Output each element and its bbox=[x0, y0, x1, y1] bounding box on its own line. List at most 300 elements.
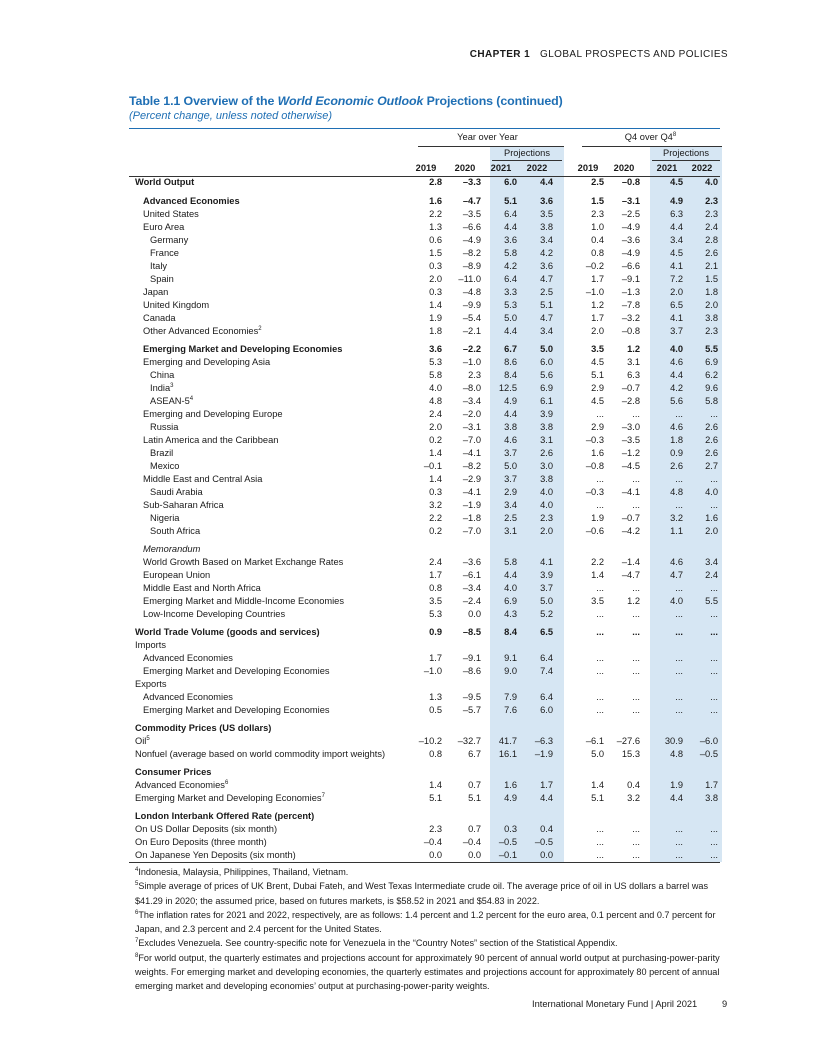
cell-value: 6.5 bbox=[540, 627, 553, 637]
cell-value: 1.7 bbox=[540, 780, 553, 790]
cell-value: ... bbox=[675, 627, 683, 637]
cell-value: 2.3 bbox=[468, 370, 481, 380]
cell-value: 3.2 bbox=[670, 513, 683, 523]
table-row bbox=[129, 824, 720, 837]
table-row bbox=[129, 461, 720, 474]
cell-value: 2.9 bbox=[591, 383, 604, 393]
cell-value: ... bbox=[596, 692, 604, 702]
cell-value: 2.3 bbox=[705, 209, 718, 219]
cell-value: –27.6 bbox=[616, 736, 640, 746]
cell-value: ... bbox=[710, 409, 718, 419]
cell-value: 3.6 bbox=[540, 196, 553, 206]
cell-value: 2.0 bbox=[429, 274, 442, 284]
cell-value: 1.3 bbox=[429, 692, 442, 702]
cell-value: 6.1 bbox=[540, 396, 553, 406]
cell-value: 6.0 bbox=[504, 177, 517, 187]
cell-value: 1.6 bbox=[705, 513, 718, 523]
cell-value: ... bbox=[632, 850, 640, 860]
footnote: $^8$For world output, the quarterly estimates and projections account for approximately 90 percent of annual world output at purchasing-power-parity weights. For emerging market and developing economies, the quarterly estimates and projections account for approximately 80 percent of annual emerging market and developing economies’ output at purchasing-power-parity weights. bbox=[135, 952, 720, 992]
cell-value: 6.7 bbox=[504, 344, 517, 354]
cell-value: 3.4 bbox=[504, 500, 517, 510]
cell-value: –32.7 bbox=[457, 736, 481, 746]
cell-value: 3.8 bbox=[540, 422, 553, 432]
cell-value: 7.2 bbox=[670, 274, 683, 284]
cell-value: –7.0 bbox=[462, 526, 481, 536]
cell-value: –9.9 bbox=[462, 300, 481, 310]
cell-value: 2.6 bbox=[540, 448, 553, 458]
table-row bbox=[129, 705, 720, 718]
table-row bbox=[129, 300, 720, 313]
cell-value: 4.7 bbox=[540, 313, 553, 323]
cell-value: 1.1 bbox=[670, 526, 683, 536]
cell-value: ... bbox=[710, 627, 718, 637]
row-label: Nigeria bbox=[150, 513, 180, 523]
cell-value: 1.4 bbox=[429, 300, 442, 310]
cell-value: 0.0 bbox=[468, 609, 481, 619]
cell-value: ... bbox=[675, 705, 683, 715]
cell-value: 1.4 bbox=[429, 780, 442, 790]
cell-value: –0.4 bbox=[423, 837, 442, 847]
table-row bbox=[129, 370, 720, 383]
table-row bbox=[129, 474, 720, 487]
cell-value: 6.9 bbox=[540, 383, 553, 393]
cell-value: 8.4 bbox=[504, 627, 517, 637]
cell-value: 2.3 bbox=[705, 196, 718, 206]
top-rule bbox=[129, 128, 720, 129]
cell-value: 3.5 bbox=[591, 344, 604, 354]
cell-value: 6.9 bbox=[705, 357, 718, 367]
row-label: Imports bbox=[135, 640, 166, 650]
cell-value: –0.8 bbox=[621, 177, 640, 187]
cell-value: ... bbox=[710, 609, 718, 619]
title-italic: World Economic Outlook bbox=[277, 94, 424, 108]
cell-value: 1.4 bbox=[591, 570, 604, 580]
cell-value: 1.7 bbox=[591, 274, 604, 284]
cell-value: ... bbox=[675, 837, 683, 847]
cell-value: 2.3 bbox=[591, 209, 604, 219]
cell-value: 5.1 bbox=[540, 300, 553, 310]
cell-value: 5.0 bbox=[540, 596, 553, 606]
cell-value: 3.8 bbox=[705, 793, 718, 803]
row-label: India$^3$ bbox=[150, 383, 174, 393]
cell-value: –9.1 bbox=[462, 653, 481, 663]
cell-value: 3.6 bbox=[540, 261, 553, 271]
table-row bbox=[129, 409, 720, 422]
cell-value: 2.4 bbox=[429, 557, 442, 567]
projections-rule-q4 bbox=[652, 160, 720, 161]
cell-value: –6.6 bbox=[621, 261, 640, 271]
cell-value: 4.4 bbox=[670, 370, 683, 380]
table-row bbox=[129, 837, 720, 850]
table-row bbox=[129, 435, 720, 448]
cell-value: ... bbox=[675, 850, 683, 860]
cell-value: 3.5 bbox=[540, 209, 553, 219]
cell-value: 3.4 bbox=[670, 235, 683, 245]
row-label: Emerging and Developing Europe bbox=[143, 409, 283, 419]
cell-value: 41.7 bbox=[498, 736, 517, 746]
table-row bbox=[129, 692, 720, 705]
year-header: 2022 bbox=[691, 163, 713, 173]
row-label: European Union bbox=[143, 570, 211, 580]
cell-value: 4.4 bbox=[670, 793, 683, 803]
cell-value: –4.8 bbox=[462, 287, 481, 297]
cell-value: 4.9 bbox=[670, 196, 683, 206]
cell-value: 4.0 bbox=[670, 344, 683, 354]
cell-value: 2.4 bbox=[429, 409, 442, 419]
cell-value: 5.8 bbox=[429, 370, 442, 380]
cell-value: 1.7 bbox=[591, 313, 604, 323]
row-label: Memorandum bbox=[143, 544, 201, 554]
cell-value: 3.1 bbox=[540, 435, 553, 445]
row-label: Saudi Arabia bbox=[150, 487, 203, 497]
cell-value: 3.4 bbox=[540, 235, 553, 245]
cell-value: –4.9 bbox=[621, 248, 640, 258]
cell-value: –3.6 bbox=[462, 557, 481, 567]
cell-value: 0.9 bbox=[429, 627, 442, 637]
cell-value: –3.0 bbox=[621, 422, 640, 432]
projections-label-q4: Projections bbox=[663, 148, 709, 158]
row-label: Latin America and the Caribbean bbox=[143, 435, 279, 445]
table-row bbox=[129, 235, 720, 248]
cell-value: 0.7 bbox=[468, 780, 481, 790]
cell-value: –0.5 bbox=[699, 749, 718, 759]
cell-value: 4.8 bbox=[670, 487, 683, 497]
row-label: Russia bbox=[150, 422, 179, 432]
cell-value: –9.5 bbox=[462, 692, 481, 702]
cell-value: 3.1 bbox=[627, 357, 640, 367]
row-label: Germany bbox=[150, 235, 189, 245]
cell-value: 1.9 bbox=[429, 313, 442, 323]
cell-value: 2.6 bbox=[705, 448, 718, 458]
table-row bbox=[129, 793, 720, 806]
cell-value: 4.1 bbox=[670, 313, 683, 323]
table-row bbox=[129, 209, 720, 222]
row-label: United Kingdom bbox=[143, 300, 210, 310]
table-row bbox=[129, 627, 720, 640]
table-row bbox=[129, 487, 720, 500]
cell-value: ... bbox=[632, 500, 640, 510]
cell-value: ... bbox=[710, 653, 718, 663]
cell-value: 3.4 bbox=[705, 557, 718, 567]
cell-value: –2.4 bbox=[462, 596, 481, 606]
cell-value: 1.9 bbox=[591, 513, 604, 523]
year-header: 2020 bbox=[454, 163, 476, 173]
cell-value: 0.0 bbox=[429, 850, 442, 860]
cell-value: –8.5 bbox=[462, 627, 481, 637]
cell-value: –6.3 bbox=[534, 736, 553, 746]
cell-value: ... bbox=[710, 474, 718, 484]
cell-value: 4.4 bbox=[504, 570, 517, 580]
cell-value: ... bbox=[675, 653, 683, 663]
row-label: Advanced Economies bbox=[143, 653, 233, 663]
cell-value: ... bbox=[710, 705, 718, 715]
cell-value: 4.0 bbox=[705, 177, 718, 187]
cell-value: 4.3 bbox=[504, 609, 517, 619]
cell-value: 5.8 bbox=[504, 248, 517, 258]
row-label: Emerging and Developing Asia bbox=[143, 357, 271, 367]
year-header: 2019 bbox=[577, 163, 599, 173]
cell-value: ... bbox=[596, 583, 604, 593]
cell-value: 0.8 bbox=[429, 749, 442, 759]
cell-value: 5.6 bbox=[540, 370, 553, 380]
cell-value: 2.6 bbox=[670, 461, 683, 471]
cell-value: 0.3 bbox=[429, 487, 442, 497]
cell-value: –4.7 bbox=[462, 196, 481, 206]
cell-value: ... bbox=[596, 409, 604, 419]
table-row bbox=[129, 583, 720, 596]
row-label: Nonfuel (average based on world commodity import weights) bbox=[135, 749, 386, 759]
row-label: Emerging Market and Developing Economies$^7$ bbox=[135, 793, 325, 803]
cell-value: 0.3 bbox=[429, 261, 442, 271]
row-label: Emerging Market and Middle-Income Economies bbox=[143, 596, 345, 606]
cell-value: ... bbox=[632, 609, 640, 619]
cell-value: 4.4 bbox=[540, 793, 553, 803]
row-label: Advanced Economies$^6$ bbox=[135, 780, 229, 790]
cell-value: 3.8 bbox=[705, 313, 718, 323]
cell-value: 3.5 bbox=[429, 596, 442, 606]
cell-value: 4.9 bbox=[504, 396, 517, 406]
cell-value: –0.7 bbox=[621, 383, 640, 393]
cell-value: 5.1 bbox=[504, 196, 517, 206]
cell-value: ... bbox=[632, 692, 640, 702]
cell-value: 4.5 bbox=[670, 248, 683, 258]
row-label: Middle East and Central Asia bbox=[143, 474, 263, 484]
cell-value: –2.1 bbox=[462, 326, 481, 336]
cell-value: –7.8 bbox=[621, 300, 640, 310]
row-label: On US Dollar Deposits (six month) bbox=[135, 824, 278, 834]
cell-value: 4.8 bbox=[670, 749, 683, 759]
table-row bbox=[129, 313, 720, 326]
cell-value: 2.6 bbox=[705, 422, 718, 432]
cell-value: ... bbox=[596, 705, 604, 715]
cell-value: ... bbox=[710, 500, 718, 510]
table-row bbox=[129, 666, 720, 679]
cell-value: 6.4 bbox=[540, 692, 553, 702]
row-label: ASEAN-$5^4$ bbox=[150, 396, 194, 406]
cell-value: ... bbox=[632, 627, 640, 637]
cell-value: –1.9 bbox=[462, 500, 481, 510]
cell-value: –0.3 bbox=[585, 435, 604, 445]
cell-value: –2.8 bbox=[621, 396, 640, 406]
cell-value: 2.4 bbox=[705, 222, 718, 232]
cell-value: –1.0 bbox=[423, 666, 442, 676]
table-row bbox=[129, 500, 720, 513]
cell-value: –8.2 bbox=[462, 461, 481, 471]
cell-value: –0.6 bbox=[585, 526, 604, 536]
cell-value: 4.1 bbox=[670, 261, 683, 271]
table-row bbox=[129, 222, 720, 235]
row-label: Emerging Market and Developing Economies bbox=[143, 666, 330, 676]
cell-value: 1.4 bbox=[429, 448, 442, 458]
cell-value: 0.0 bbox=[540, 850, 553, 860]
cell-value: ... bbox=[596, 653, 604, 663]
cell-value: 2.8 bbox=[429, 177, 442, 187]
cell-value: 4.4 bbox=[504, 222, 517, 232]
cell-value: 8.6 bbox=[504, 357, 517, 367]
footnote: $^5$Simple average of prices of UK Brent, Dubai Fateh, and West Texas Intermediate crude oil. The average price of oil in US dollars a barrel was $41.29 in 2020; the assumed price, based on futures markets, is $58.52 in 2021 and $54.83 in 2022. bbox=[135, 881, 708, 906]
cell-value: ... bbox=[675, 824, 683, 834]
cell-value: 1.5 bbox=[429, 248, 442, 258]
cell-value: 1.6 bbox=[504, 780, 517, 790]
table-row bbox=[129, 544, 720, 557]
cell-value: 6.4 bbox=[504, 209, 517, 219]
year-header: 2021 bbox=[490, 163, 512, 173]
footnotes bbox=[135, 865, 725, 994]
cell-value: 4.6 bbox=[670, 357, 683, 367]
cell-value: ... bbox=[675, 666, 683, 676]
cell-value: 4.5 bbox=[670, 177, 683, 187]
row-label: Mexico bbox=[150, 461, 180, 471]
row-label: Japan bbox=[143, 287, 169, 297]
cell-value: 2.4 bbox=[705, 570, 718, 580]
cell-value: 1.8 bbox=[429, 326, 442, 336]
cell-value: –5.4 bbox=[462, 313, 481, 323]
cell-value: 3.7 bbox=[670, 326, 683, 336]
cell-value: 5.1 bbox=[591, 370, 604, 380]
cell-value: ... bbox=[632, 583, 640, 593]
cell-value: ... bbox=[596, 850, 604, 860]
cell-value: –0.5 bbox=[498, 837, 517, 847]
cell-value: ... bbox=[632, 666, 640, 676]
cell-value: –0.1 bbox=[423, 461, 442, 471]
cell-value: 5.8 bbox=[504, 557, 517, 567]
cell-value: 1.3 bbox=[429, 222, 442, 232]
cell-value: ... bbox=[710, 850, 718, 860]
cell-value: 5.3 bbox=[429, 609, 442, 619]
cell-value: 0.8 bbox=[591, 248, 604, 258]
cell-value: 6.4 bbox=[504, 274, 517, 284]
cell-value: 1.6 bbox=[591, 448, 604, 458]
cell-value: ... bbox=[596, 609, 604, 619]
cell-value: ... bbox=[710, 666, 718, 676]
cell-value: ... bbox=[596, 627, 604, 637]
cell-value: –11.0 bbox=[458, 274, 481, 284]
cell-value: –2.9 bbox=[462, 474, 481, 484]
cell-value: –1.4 bbox=[621, 557, 640, 567]
cell-value: 3.6 bbox=[429, 344, 442, 354]
cell-value: 3.8 bbox=[540, 474, 553, 484]
cell-value: 2.0 bbox=[429, 422, 442, 432]
cell-value: –9.1 bbox=[621, 274, 640, 284]
table-row bbox=[129, 196, 720, 209]
cell-value: –1.9 bbox=[534, 749, 553, 759]
cell-value: ... bbox=[675, 692, 683, 702]
cell-value: –0.7 bbox=[621, 513, 640, 523]
row-label: Sub-Saharan Africa bbox=[143, 500, 224, 510]
cell-value: 4.9 bbox=[504, 793, 517, 803]
table-row bbox=[129, 570, 720, 583]
cell-value: –0.8 bbox=[621, 326, 640, 336]
cell-value: 4.8 bbox=[429, 396, 442, 406]
cell-value: ... bbox=[596, 824, 604, 834]
cell-value: –4.2 bbox=[621, 526, 640, 536]
cell-value: 4.0 bbox=[504, 583, 517, 593]
cell-value: 1.8 bbox=[705, 287, 718, 297]
table-row bbox=[129, 557, 720, 570]
cell-value: –4.1 bbox=[462, 448, 481, 458]
projections-label-yoy: Projections bbox=[504, 148, 550, 158]
cell-value: –6.0 bbox=[699, 736, 718, 746]
table-row bbox=[129, 326, 720, 339]
cell-value: –0.2 bbox=[585, 261, 604, 271]
cell-value: 2.3 bbox=[429, 824, 442, 834]
cell-value: ... bbox=[710, 583, 718, 593]
section-label: GLOBAL PROSPECTS AND POLICIES bbox=[540, 49, 728, 60]
row-label: Commodity Prices (US dollars) bbox=[135, 723, 272, 733]
cell-value: 2.6 bbox=[705, 248, 718, 258]
row-label: Advanced Economies bbox=[143, 196, 240, 206]
cell-value: –2.2 bbox=[462, 344, 481, 354]
cell-value: 8.4 bbox=[504, 370, 517, 380]
cell-value: 3.7 bbox=[504, 448, 517, 458]
group-header-yoy: Year over Year bbox=[457, 132, 518, 142]
cell-value: ... bbox=[632, 653, 640, 663]
cell-value: 0.0 bbox=[468, 850, 481, 860]
cell-value: 0.2 bbox=[429, 526, 442, 536]
cell-value: 30.9 bbox=[664, 736, 683, 746]
cell-value: ... bbox=[632, 837, 640, 847]
cell-value: ... bbox=[710, 837, 718, 847]
cell-value: 2.0 bbox=[540, 526, 553, 536]
year-header: 2022 bbox=[526, 163, 548, 173]
cell-value: 1.9 bbox=[670, 780, 683, 790]
table-row bbox=[129, 609, 720, 622]
cell-value: –8.9 bbox=[462, 261, 481, 271]
row-label: Advanced Economies bbox=[143, 692, 233, 702]
cell-value: 4.6 bbox=[504, 435, 517, 445]
row-label: Exports bbox=[135, 679, 167, 689]
cell-value: ... bbox=[710, 824, 718, 834]
cell-value: 5.0 bbox=[540, 344, 553, 354]
footer-text: International Monetary Fund | April 2021 bbox=[532, 999, 698, 1009]
cell-value: 5.0 bbox=[504, 461, 517, 471]
table-row bbox=[129, 736, 720, 749]
cell-value: 2.2 bbox=[429, 209, 442, 219]
cell-value: 1.5 bbox=[591, 196, 604, 206]
table-row bbox=[129, 749, 720, 762]
cell-value: 1.4 bbox=[429, 474, 442, 484]
cell-value: –6.1 bbox=[462, 570, 481, 580]
cell-value: –0.1 bbox=[498, 850, 517, 860]
row-label: Oil$^5$ bbox=[135, 736, 150, 746]
group-header-q4: Q4 over $Q4^8$ bbox=[624, 132, 677, 142]
cell-value: 4.7 bbox=[670, 570, 683, 580]
cell-value: 1.0 bbox=[591, 222, 604, 232]
cell-value: –3.3 bbox=[462, 177, 481, 187]
row-label: Consumer Prices bbox=[135, 767, 212, 777]
bottom-rule bbox=[129, 862, 720, 863]
cell-value: –3.5 bbox=[462, 209, 481, 219]
cell-value: 1.4 bbox=[591, 780, 604, 790]
cell-value: –3.1 bbox=[462, 422, 481, 432]
cell-value: ... bbox=[632, 409, 640, 419]
table-row bbox=[129, 287, 720, 300]
row-label: Middle East and North Africa bbox=[143, 583, 261, 593]
cell-value: 6.7 bbox=[468, 749, 481, 759]
group-rule-q4 bbox=[582, 146, 722, 147]
cell-value: 5.6 bbox=[670, 396, 683, 406]
cell-value: 2.9 bbox=[591, 422, 604, 432]
cell-value: 2.8 bbox=[705, 235, 718, 245]
cell-value: ... bbox=[632, 705, 640, 715]
year-header: 2021 bbox=[656, 163, 678, 173]
cell-value: –4.9 bbox=[462, 235, 481, 245]
cell-value: 4.2 bbox=[670, 383, 683, 393]
cell-value: 5.5 bbox=[705, 344, 718, 354]
table-row bbox=[129, 811, 720, 824]
cell-value: –3.6 bbox=[621, 235, 640, 245]
cell-value: ... bbox=[632, 824, 640, 834]
